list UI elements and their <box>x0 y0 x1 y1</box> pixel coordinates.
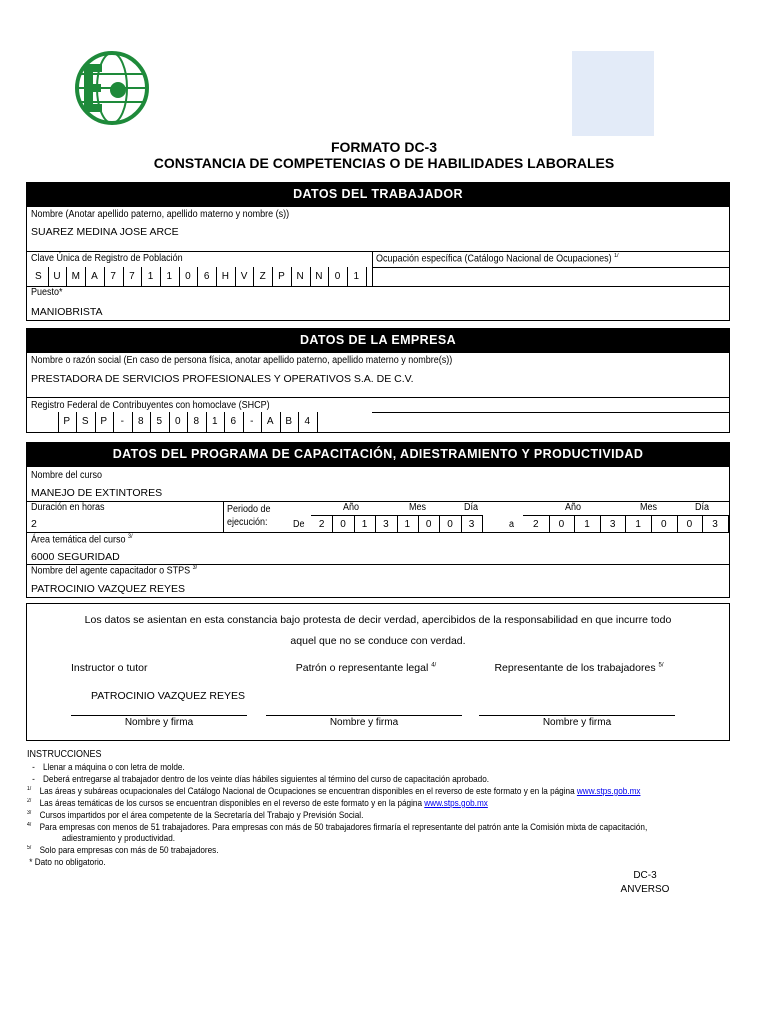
rfc-char-cell: 1 <box>211 416 218 427</box>
cell-divider <box>728 515 729 532</box>
instruction-item <box>27 798 488 809</box>
signature-section <box>26 603 730 741</box>
curp-char-cell: 0 <box>334 271 341 282</box>
rfc-char-cell: 4 <box>304 416 311 427</box>
instruction-item <box>27 762 185 773</box>
employer-sign-label: Nombre y firma <box>329 717 399 728</box>
photo-placeholder <box>572 51 654 136</box>
instruction-text: Las áreas temáticas de los cursos se encuentran disponibles en el reverso de este formato y en la página <box>37 797 425 809</box>
cell-divider <box>317 412 318 432</box>
instruction-item <box>27 822 647 833</box>
rfc-char-cell: - <box>250 416 254 427</box>
duration-value[interactable]: 2 <box>31 518 37 530</box>
company-logo <box>72 50 152 126</box>
instruction-item <box>27 857 106 868</box>
start-day-label: Día <box>464 502 479 513</box>
instruction-text: Llenar a máquina o con letra de molde. <box>40 762 185 773</box>
end-date-cell: 1 <box>584 519 590 530</box>
end-date-cell: 3 <box>712 519 718 530</box>
company-name-value[interactable]: PRESTADORA DE SERVICIOS PROFESIONALES Y OPERATIVOS S.A. DE C.V. <box>31 373 414 385</box>
worker-name-value[interactable]: SUAREZ MEDINA JOSE ARCE <box>31 226 179 238</box>
instruction-mark: - <box>32 773 35 785</box>
curp-char-cell: 6 <box>203 271 210 282</box>
end-year-label: Año <box>565 502 582 513</box>
start-date-cell: 0 <box>447 519 453 530</box>
start-date-cell: 1 <box>361 519 368 530</box>
start-date-cell: 3 <box>383 519 389 530</box>
instruction-text: adiestramiento y productividad. <box>59 833 176 845</box>
end-date-cell: 0 <box>558 519 565 530</box>
instruction-text: Cursos impartidos por el área competente de la Secretaría del Trabajo y Previsión Social. <box>37 809 364 821</box>
instruction-text: * Dato no obligatorio. <box>27 857 106 869</box>
period-label-1: Periodo de <box>227 504 271 515</box>
curp-char-cell: 1 <box>147 271 154 282</box>
rfc-char-cell: 8 <box>137 416 144 427</box>
occupation-label: Ocupación específica (Catálogo Nacional de Ocupaciones) $^{1/}$ <box>376 253 619 265</box>
curp-char-cell: 1 <box>166 271 173 282</box>
curp-char-cell: H <box>221 271 229 282</box>
divider <box>27 532 729 533</box>
curp-char-cell: S <box>35 271 42 282</box>
curp-char-cell: U <box>53 271 61 282</box>
end-day-label: Día <box>695 502 710 513</box>
curp-char-cell: N <box>296 271 304 282</box>
rfc-char-cell: - <box>120 416 124 427</box>
end-month-label: Mes <box>640 502 658 513</box>
workers-sign-label: Nombre y firma <box>542 717 612 728</box>
divider <box>27 286 729 287</box>
instruction-text: Deberá entregarse al trabajador dentro de los veinte días hábiles siguientes al término del curso de capacitación aprobado. <box>40 773 490 785</box>
curp-char-cell: A <box>91 271 98 282</box>
divider <box>223 501 224 532</box>
to-label: a <box>509 519 515 530</box>
area-value[interactable]: 6000 SEGURIDAD <box>31 551 120 563</box>
form-title: FORMATO DC-3 <box>330 139 438 155</box>
end-date-cell: 0 <box>686 519 693 530</box>
start-date-field[interactable] <box>311 515 483 532</box>
instruction-item <box>27 845 219 856</box>
instructor-sign-label: Nombre y firma <box>124 717 194 728</box>
program-section-header: DATOS DEL PROGRAMA DE CAPACITACIÓN, ADIESTRAMIENTO Y PRODUCTIVIDAD <box>26 442 730 466</box>
instructor-label: Instructor o tutor <box>71 662 148 674</box>
workers-rep-label: Representante de los trabajadores $^{5/}$ <box>494 662 664 674</box>
instruction-mark: 2/ <box>27 797 32 804</box>
footer-code: DC-3 <box>633 870 657 881</box>
divider <box>27 251 729 252</box>
curp-char-cell: N <box>315 271 323 282</box>
rfc-char-cell: S <box>81 416 89 427</box>
instructor-signature-line <box>71 715 247 716</box>
instruction-item <box>27 810 363 821</box>
rfc-char-cell: P <box>63 416 71 427</box>
divider <box>27 501 729 502</box>
instruction-mark: 3/ <box>27 809 32 816</box>
area-label: Área temática del curso $^{3/}$ <box>31 534 133 546</box>
end-date-cell: 3 <box>609 519 616 530</box>
form-subtitle: CONSTANCIA DE COMPETENCIAS O DE HABILIDADES LABORALES <box>153 155 615 171</box>
instruction-mark: 1/ <box>27 785 32 792</box>
rfc-char-cell: 6 <box>230 416 237 427</box>
company-name-label: Nombre o razón social (En caso de persona física, anotar apellido paterno, apellido materno y nombre(s)) <box>31 355 453 366</box>
instructions-title: INSTRUCCIONES <box>27 749 102 760</box>
instructor-name[interactable]: PATROCINIO VAZQUEZ REYES <box>91 690 246 702</box>
instruction-item <box>27 833 175 844</box>
company-section <box>26 352 730 433</box>
rfc-char-cell: B <box>285 416 293 427</box>
instruction-mark: 4/ <box>27 821 32 828</box>
employer-signature-line <box>266 715 462 716</box>
curp-char-cell: Z <box>259 271 266 282</box>
instruction-mark: - <box>32 762 35 773</box>
from-label: De <box>293 519 305 530</box>
rfc-char-cell: A <box>266 416 274 427</box>
declaration-line-1: Los datos se asientan en esta constancia bajo protesta de decir verdad, apercibidos de la responsabilidad en que incurre todo <box>84 614 672 626</box>
worker-section-header: DATOS DEL TRABAJADOR <box>26 182 730 206</box>
course-value[interactable]: MANEJO DE EXTINTORES <box>31 487 163 499</box>
curp-char-cell: M <box>71 271 80 282</box>
cell-divider <box>482 515 483 532</box>
instruction-item <box>27 774 489 785</box>
start-date-cell: 3 <box>468 519 475 530</box>
curp-char-cell: 1 <box>353 271 360 282</box>
end-date-cell: 1 <box>635 519 641 530</box>
declaration-line-2: aquel que no se conduce con verdad. <box>290 635 466 647</box>
divider <box>27 397 729 398</box>
instruction-text: Las áreas y subáreas ocupacionales del Catálogo Nacional de Ocupaciones se encuentran disponibles en el reverso de este formato y en la página <box>37 785 577 797</box>
curp-char-cell: 0 <box>185 271 191 282</box>
end-date-cell: 2 <box>533 519 539 530</box>
course-label: Nombre del curso <box>31 470 103 481</box>
position-value[interactable]: MANIOBRISTA <box>31 306 103 318</box>
end-date-cell: 0 <box>661 519 667 530</box>
instruction-item <box>27 786 640 797</box>
rfc-char-cell: P <box>100 416 108 427</box>
stps-link[interactable]: www.stps.gob.mx <box>424 797 488 809</box>
start-date-cell: 0 <box>425 519 432 530</box>
rfc-char-cell: 5 <box>156 416 163 427</box>
cell-divider <box>366 267 367 286</box>
position-label: Puesto* <box>31 287 63 298</box>
company-section-header: DATOS DE LA EMPRESA <box>26 328 730 352</box>
duration-label: Duración en horas <box>31 502 105 513</box>
start-year-label: Año <box>343 502 360 513</box>
start-date-cell: 1 <box>404 519 411 530</box>
period-label-2: ejecución: <box>227 517 268 528</box>
end-date-field[interactable] <box>523 515 729 532</box>
worker-name-label: Nombre (Anotar apellido paterno, apellido materno y nombre (s)) <box>31 209 290 220</box>
rfc-label: Registro Federal de Contribuyentes con homoclave (SHCP) <box>31 400 270 411</box>
agent-value[interactable]: PATROCINIO VAZQUEZ REYES <box>31 583 186 595</box>
rfc-char-cell: 0 <box>174 416 181 427</box>
rfc-field[interactable] <box>39 412 329 432</box>
curp-char-cell: V <box>240 271 248 282</box>
divider <box>372 251 373 286</box>
start-date-cell: 2 <box>318 519 325 530</box>
employer-label: Patrón o representante legal $^{4/}$ <box>295 662 437 674</box>
divider <box>372 412 729 413</box>
worker-section <box>26 206 730 321</box>
curp-label: Clave Única de Registro de Población <box>31 253 183 264</box>
instruction-text: Solo para empresas con más de 50 trabajadores. <box>37 845 219 857</box>
start-date-cell: 0 <box>340 519 346 530</box>
curp-field[interactable] <box>27 267 372 286</box>
start-month-label: Mes <box>409 502 427 513</box>
workers-signature-line <box>479 715 675 716</box>
curp-char-cell: 7 <box>110 271 116 282</box>
stps-link[interactable]: www.stps.gob.mx <box>576 785 641 797</box>
curp-char-cell: P <box>278 271 285 282</box>
instruction-mark: 5/ <box>27 845 32 852</box>
curp-char-cell: 7 <box>129 271 135 282</box>
agent-label: Nombre del agente capacitador o STPS $^{3/}$ <box>31 565 198 577</box>
divider <box>372 267 729 268</box>
program-section <box>26 466 730 598</box>
instruction-text: Para empresas con menos de 51 trabajadores. Para empresas con más de 50 trabajadores firmaría el representante del patrón ante la Comisión mixta de capacitación, <box>37 821 648 833</box>
rfc-char-cell: 8 <box>193 416 200 427</box>
footer-side: ANVERSO <box>620 884 670 895</box>
